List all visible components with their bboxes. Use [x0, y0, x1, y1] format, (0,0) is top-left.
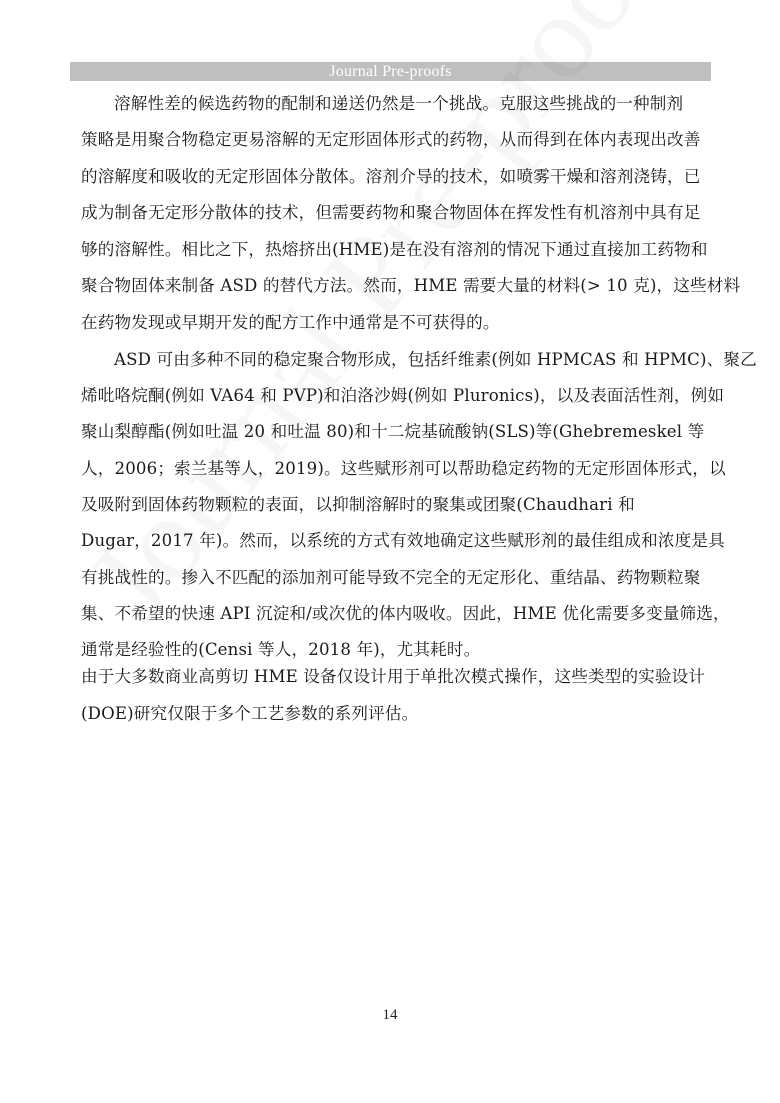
journal-header-bar [70, 62, 711, 81]
paragraph-2-line: 及吸附到固体药物颗粒的表面，以抑制溶解时的聚集或团聚(Chaudhari 和 [81, 495, 635, 514]
paragraph-1-line: 策略是用聚合物稳定更易溶解的无定形固体形式的药物，从而得到在体内表现出改善 [81, 130, 701, 149]
paragraph-2-line: ASD 可由多种不同的稳定聚合物形成，包括纤维素(例如 HPMCAS 和 HPMC)、聚乙 [114, 350, 757, 369]
paragraph-3-line: (DOE)研究仅限于多个工艺参数的系列评估。 [81, 704, 419, 723]
paragraph-2-line: 有挑战性的。掺入不匹配的添加剂可能导致不完全的无定形化、重结晶、药物颗粒聚 [81, 568, 701, 587]
page-number: 14 [382, 1007, 398, 1023]
paragraph-2-line: 人，2006；索兰基等人，2019)。这些赋形剂可以帮助稳定药物的无定形固体形式，以 [81, 459, 726, 478]
paragraph-2-line: Dugar，2017 年)。然而，以系统的方式有效地确定这些赋形剂的最佳组成和浓度是具 [81, 531, 725, 550]
paragraph-1-line: 的溶解度和吸收的无定形固体分散体。溶剂介导的技术，如喷雾干燥和溶剂浇铸，已 [81, 167, 701, 186]
paragraph-1-line: 够的溶解性。相比之下，热熔挤出(HME)是在没有溶剂的情况下通过直接加工药物和 [81, 240, 708, 259]
paragraph-1-line: 聚合物固体来制备 ASD 的替代方法。然而，HME 需要大量的材料(> 10 克)，这些材料 [81, 276, 741, 295]
paragraph-1-line: 成为制备无定形分散体的技术，但需要药物和聚合物固体在挥发性有机溶剂中具有足 [81, 203, 701, 222]
paragraph-1-line: 溶解性差的候选药物的配制和递送仍然是一个挑战。克服这些挑战的一种制剂 [114, 94, 684, 113]
journal-header-title: Journal Pre-proofs [329, 62, 452, 80]
paragraph-2-line: 通常是经验性的(Censi 等人，2018 年)，尤其耗时。 [81, 640, 481, 659]
paragraph-3-line: 由于大多数商业高剪切 HME 设备仅设计用于单批次模式操作，这些类型的实验设计 [81, 667, 706, 686]
paragraph-2-line: 集、不希望的快速 API 沉淀和/或次优的体内吸收。因此，HME 优化需要多变量筛选， [81, 604, 730, 623]
paragraph-2-line: 聚山梨醇酯(例如吐温 20 和吐温 80)和十二烷基硫酸钠(SLS)等(Ghebremeskel 等 [81, 422, 705, 441]
paragraph-2-line: 烯吡咯烷酮(例如 VA64 和 PVP)和泊洛沙姆(例如 Pluronics)，以及表面活性剂，例如 [81, 386, 725, 405]
paragraph-1-line: 在药物发现或早期开发的配方工作中通常是不可获得的。 [81, 313, 500, 332]
